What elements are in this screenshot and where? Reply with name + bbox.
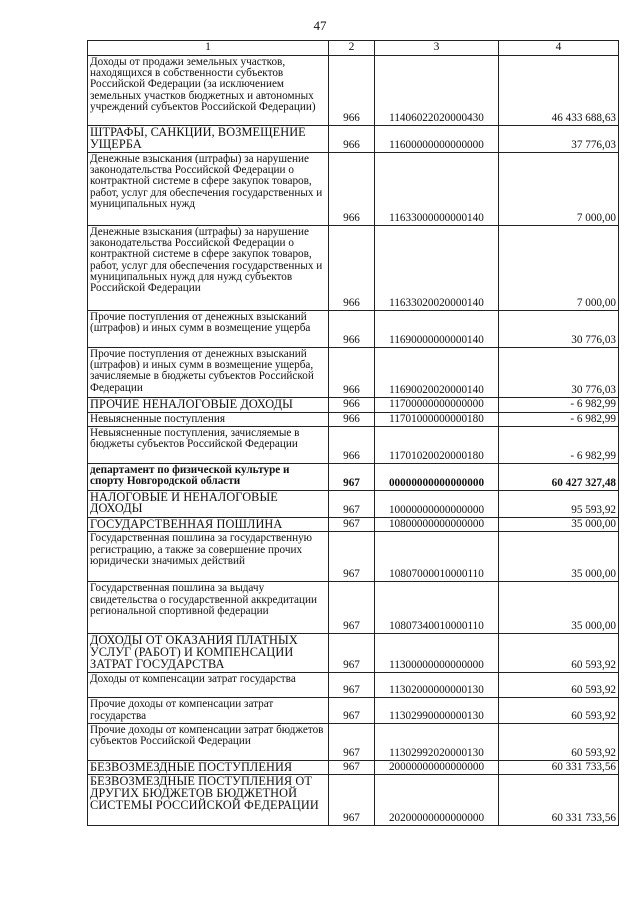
row-name: ПРОЧИЕ НЕНАЛОГОВЫЕ ДОХОДЫ [88, 398, 329, 413]
row-name: БЕЗВОЗМЕЗДНЫЕ ПОСТУПЛЕНИЯ [88, 760, 329, 775]
table-row [88, 348, 619, 398]
row-kbk: 10000000000000000 [375, 490, 499, 517]
table-row [88, 126, 619, 153]
table-row [88, 775, 619, 826]
row-code: 967 [329, 760, 375, 775]
table-row [88, 760, 619, 775]
row-kbk: 11690000000000140 [375, 311, 499, 348]
row-amount: - 6 982,99 [499, 426, 619, 463]
row-code: 967 [329, 490, 375, 517]
row-code: 966 [329, 398, 375, 413]
row-name: департамент по физической культуре и спорту Новгородской области [88, 463, 329, 490]
row-code: 966 [329, 412, 375, 426]
row-code: 967 [329, 582, 375, 634]
row-name: Государственная пошлина за государственную регистрацию, а также за совершение прочих юридически значимых действий [88, 532, 329, 582]
row-name: Доходы от компенсации затрат государства [88, 673, 329, 698]
row-kbk: 11700000000000000 [375, 398, 499, 413]
row-kbk: 11633000000000140 [375, 153, 499, 226]
row-code: 967 [329, 698, 375, 723]
row-code: 966 [329, 311, 375, 348]
row-amount: - 6 982,99 [499, 398, 619, 413]
row-amount: 60 593,92 [499, 698, 619, 723]
row-kbk: 11302992020000130 [375, 723, 499, 760]
row-amount: 35 000,00 [499, 582, 619, 634]
row-name: Денежные взыскания (штрафы) за нарушение законодательства Российской Федерации о контрактной системе в сфере закупок товаров, работ, услуг для обеспечения государственных и муниципальных нужд [88, 153, 329, 226]
row-code: 967 [329, 775, 375, 826]
row-amount: 46 433 688,63 [499, 56, 619, 126]
row-kbk: 10800000000000000 [375, 517, 499, 532]
table-row [88, 532, 619, 582]
row-name: ШТРАФЫ, САНКЦИИ, ВОЗМЕЩЕНИЕ УЩЕРБА [88, 126, 329, 153]
row-name: Прочие поступления от денежных взысканий (штрафов) и иных сумм в возмещение ущерба, зачисляемые в бюджеты субъектов Российской Федерации [88, 348, 329, 398]
row-amount: 30 776,03 [499, 348, 619, 398]
row-kbk: 11600000000000000 [375, 126, 499, 153]
table-row [88, 153, 619, 226]
row-code: 967 [329, 463, 375, 490]
row-code: 966 [329, 153, 375, 226]
table-row [88, 426, 619, 463]
row-amount: 60 593,92 [499, 673, 619, 698]
table-row [88, 226, 619, 311]
header-col-3: 3 [375, 41, 499, 56]
row-code: 967 [329, 723, 375, 760]
table-row [88, 311, 619, 348]
table-row [88, 517, 619, 532]
row-name: Доходы от продажи земельных участков, находящихся в собственности субъектов Российской Федерации (за исключением земельных участков бюджетных и автономных учреждений субъектов Российской Федерации) [88, 56, 329, 126]
row-code: 966 [329, 226, 375, 311]
row-code: 966 [329, 348, 375, 398]
row-kbk: 20200000000000000 [375, 775, 499, 826]
row-amount: 7 000,00 [499, 226, 619, 311]
row-code: 967 [329, 673, 375, 698]
row-amount: 7 000,00 [499, 153, 619, 226]
row-amount: - 6 982,99 [499, 412, 619, 426]
row-name: Денежные взыскания (штрафы) за нарушение законодательства Российской Федерации о контрактной системе в сфере закупок товаров, работ, услуг для обеспечения государственных и муниципальных нужд для нужд субъектов Российской Федерации [88, 226, 329, 311]
row-kbk: 11302000000000130 [375, 673, 499, 698]
table-row [88, 634, 619, 673]
row-name: Прочие поступления от денежных взысканий (штрафов) и иных сумм в возмещение ущерба [88, 311, 329, 348]
row-amount: 35 000,00 [499, 517, 619, 532]
row-kbk: 20000000000000000 [375, 760, 499, 775]
row-name: Прочие доходы от компенсации затрат государства [88, 698, 329, 723]
row-amount: 60 427 327,48 [499, 463, 619, 490]
row-code: 967 [329, 634, 375, 673]
row-kbk: 10807340010000110 [375, 582, 499, 634]
row-kbk: 11701000000000180 [375, 412, 499, 426]
row-kbk: 11300000000000000 [375, 634, 499, 673]
row-amount: 30 776,03 [499, 311, 619, 348]
row-amount: 37 776,03 [499, 126, 619, 153]
row-code: 967 [329, 517, 375, 532]
row-amount: 60 593,92 [499, 634, 619, 673]
row-kbk: 11633020020000140 [375, 226, 499, 311]
table-row [88, 582, 619, 634]
table-row [88, 398, 619, 413]
row-kbk: 11701020020000180 [375, 426, 499, 463]
row-kbk: 00000000000000000 [375, 463, 499, 490]
table-row [88, 490, 619, 517]
table-row [88, 56, 619, 126]
row-kbk: 10807000010000110 [375, 532, 499, 582]
row-amount: 60 331 733,56 [499, 760, 619, 775]
row-code: 966 [329, 126, 375, 153]
row-name: Невыясненные поступления [88, 412, 329, 426]
row-name: Прочие доходы от компенсации затрат бюджетов субъектов Российской Федерации [88, 723, 329, 760]
header-col-2: 2 [329, 41, 375, 56]
row-name: НАЛОГОВЫЕ И НЕНАЛОГОВЫЕ ДОХОДЫ [88, 490, 329, 517]
row-amount: 95 593,92 [499, 490, 619, 517]
page-number: 47 [313, 18, 327, 33]
row-kbk: 11302990000000130 [375, 698, 499, 723]
row-amount: 35 000,00 [499, 532, 619, 582]
row-code: 966 [329, 426, 375, 463]
row-name: Государственная пошлина за выдачу свидетельства о государственной аккредитации региональной спортивной федерации [88, 582, 329, 634]
row-code: 967 [329, 532, 375, 582]
table-row [88, 412, 619, 426]
header-col-1: 1 [88, 41, 329, 56]
table-row [88, 673, 619, 698]
row-name: БЕЗВОЗМЕЗДНЫЕ ПОСТУПЛЕНИЯ ОТ ДРУГИХ БЮДЖЕТОВ БЮДЖЕТНОЙ СИСТЕМЫ РОССИЙСКОЙ ФЕДЕРАЦИИ [88, 775, 329, 826]
row-kbk: 11690020020000140 [375, 348, 499, 398]
row-name: ДОХОДЫ ОТ ОКАЗАНИЯ ПЛАТНЫХ УСЛУГ (РАБОТ) И КОМПЕНСАЦИИ ЗАТРАТ ГОСУДАРСТВА [88, 634, 329, 673]
row-name: Невыясненные поступления, зачисляемые в бюджеты субъектов Российской Федерации [88, 426, 329, 463]
row-amount: 60 593,92 [499, 723, 619, 760]
row-amount: 60 331 733,56 [499, 775, 619, 826]
table-row [88, 698, 619, 723]
header-col-4: 4 [499, 41, 619, 56]
table-row [88, 463, 619, 490]
table-header-row [88, 41, 619, 56]
revenue-table [87, 40, 619, 826]
row-kbk: 11406022020000430 [375, 56, 499, 126]
row-name: ГОСУДАРСТВЕННАЯ ПОШЛИНА [88, 517, 329, 532]
table-row [88, 723, 619, 760]
row-code: 966 [329, 56, 375, 126]
